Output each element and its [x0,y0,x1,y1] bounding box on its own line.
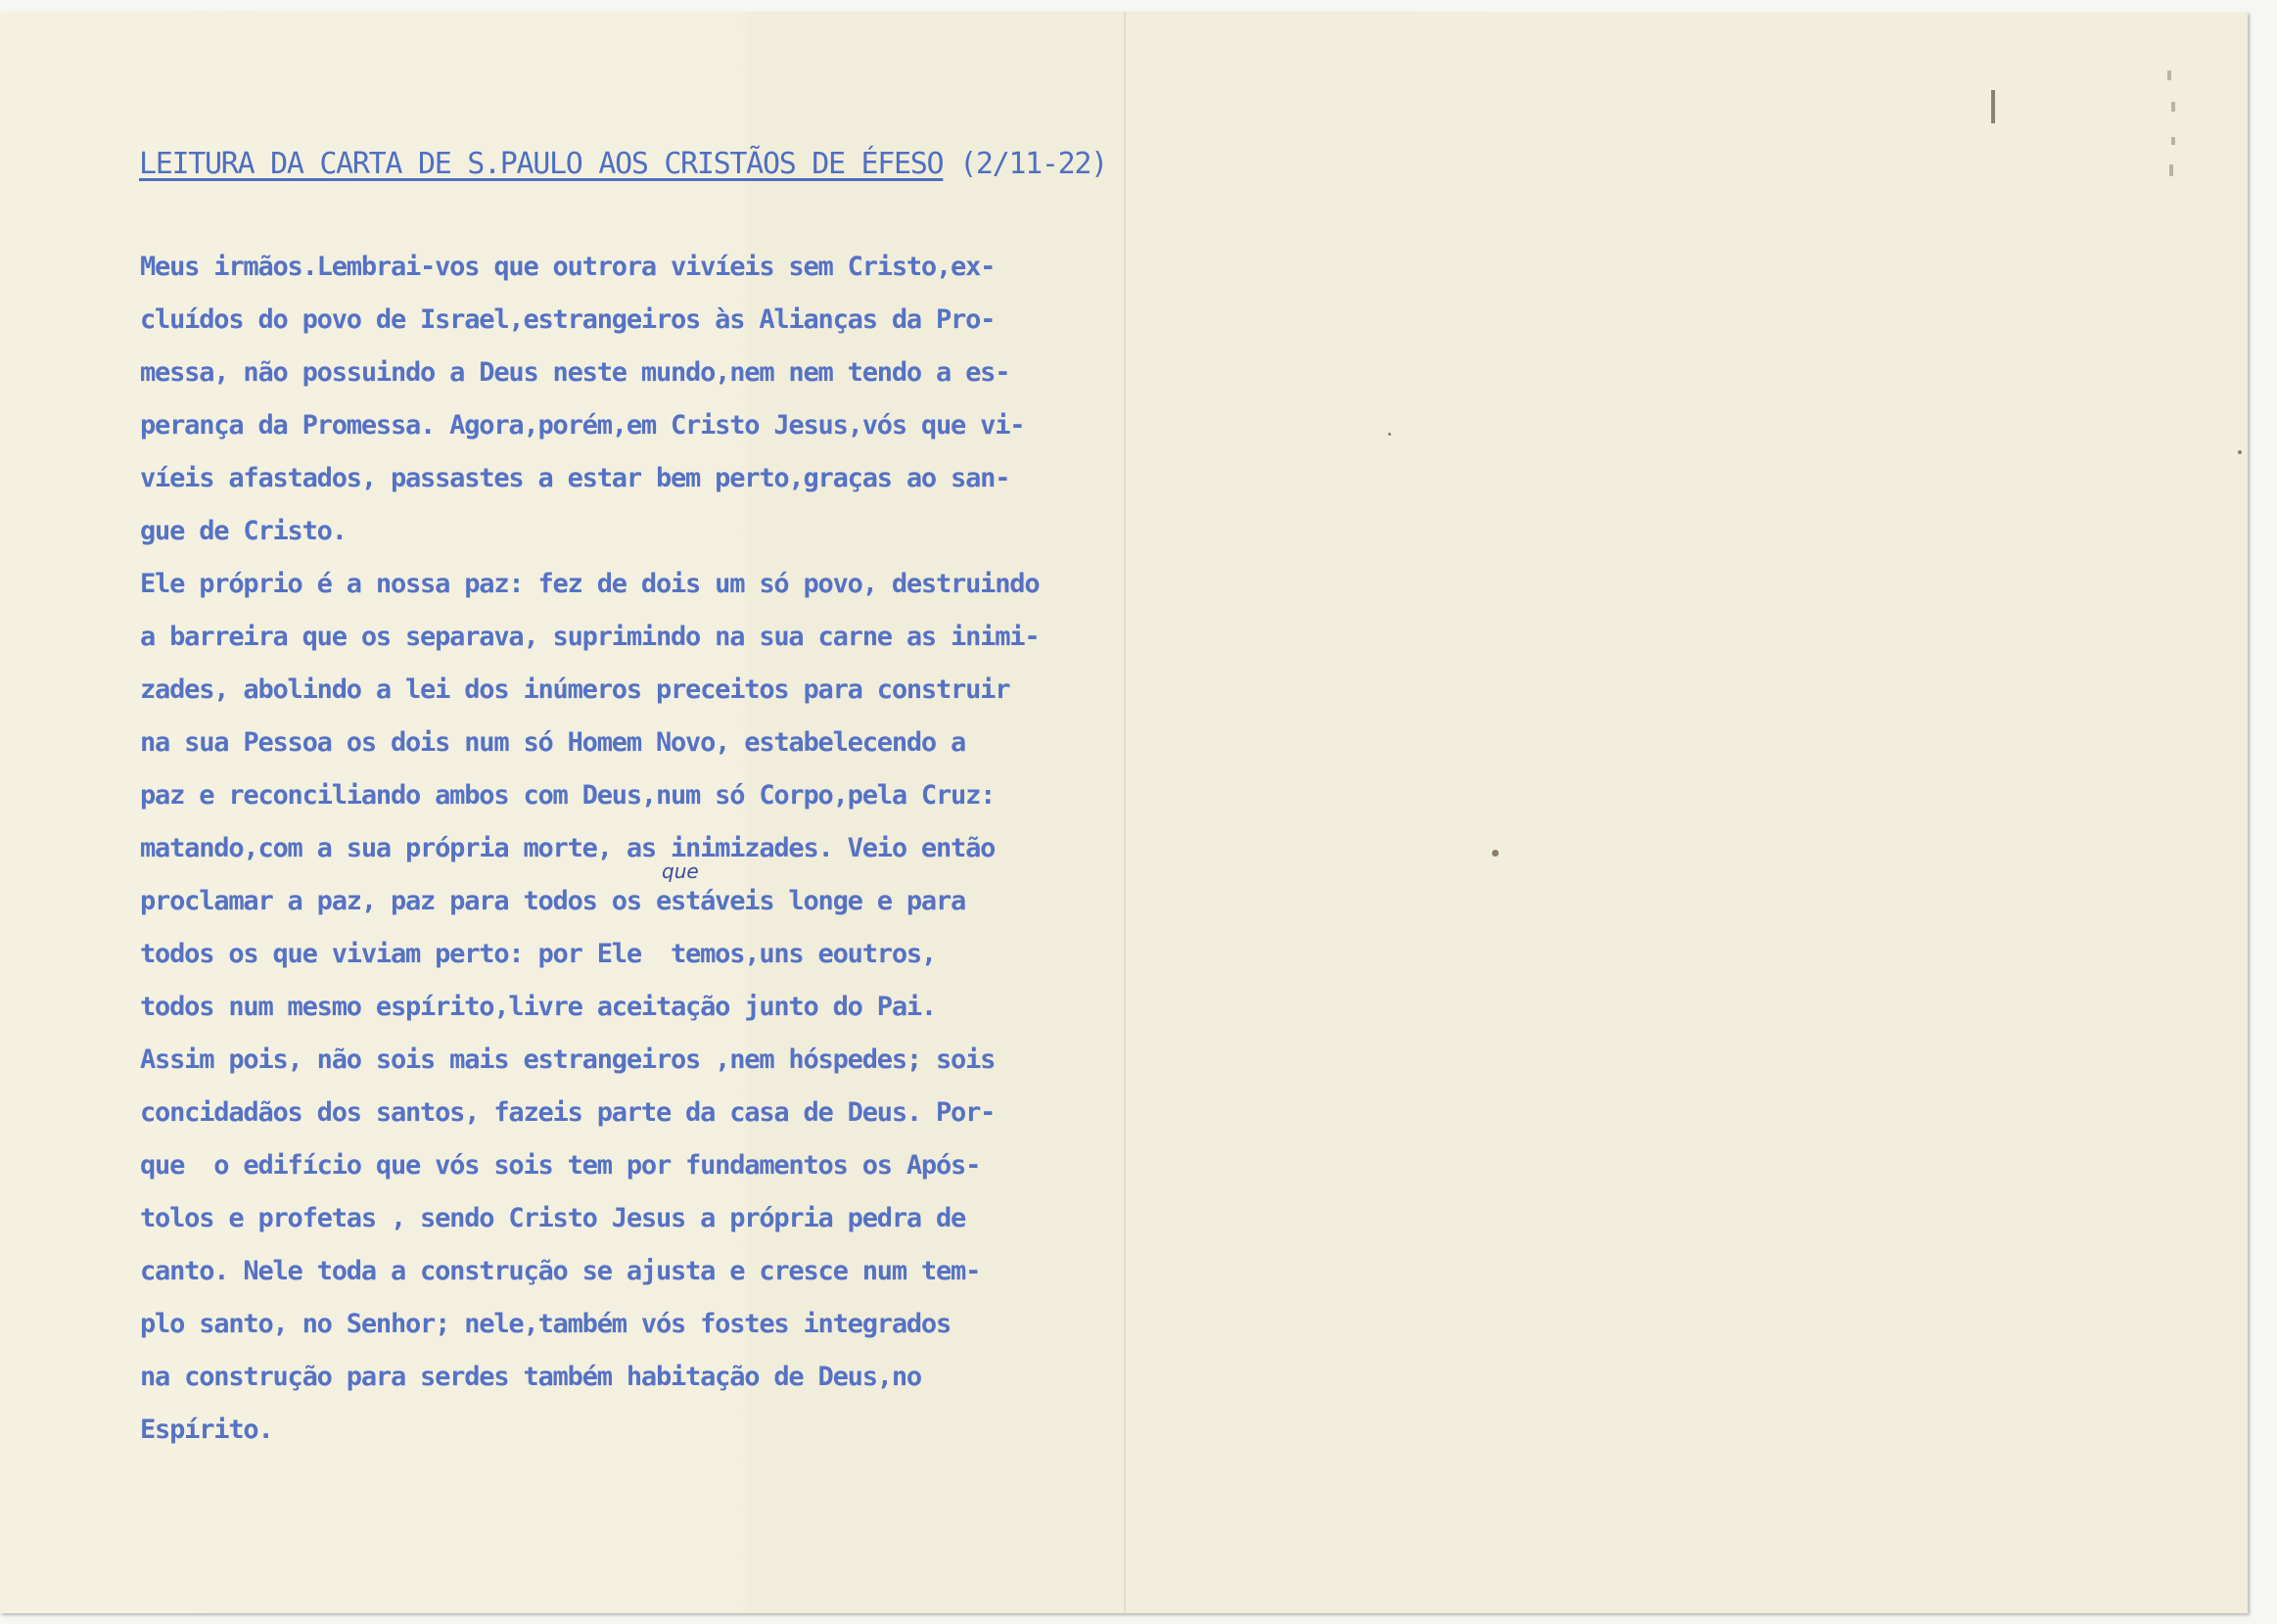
text-line: a barreira que os separava, suprimindo na sua carne as inimi- [140,622,1040,652]
text-line: concidadãos dos santos, fazeis parte da casa de Deus. Por- [140,1097,996,1128]
text-line: gue de Cristo. [140,516,347,546]
text-line: Ele próprio é a nossa paz: fez de dois um só povo, destruindo [140,569,1040,599]
text-line: matando,com a sua própria morte, as inimizades. Veio então [140,833,996,863]
reading-title-reference: (2/11-22) [943,147,1107,181]
staple-mark [1991,90,1995,123]
reading-title [139,147,1107,181]
text-line: paz e reconciliando ambos com Deus,num só Corpo,pela Cruz: [140,780,996,811]
text-line: todos os que viviam perto: por Ele temos,uns eoutros, [140,939,936,969]
text-line: Assim pois, não sois mais estrangeiros ,nem hóspedes; sois [140,1044,996,1075]
text-line: todos num mesmo espírito,livre aceitação junto do Pai. [140,992,936,1022]
text-line: tolos e profetas , sendo Cristo Jesus a própria pedra de [140,1203,966,1233]
staple-mark [2167,70,2171,80]
text-line: na sua Pessoa os dois num só Homem Novo, estabelecendo a [140,727,966,758]
paper-sheet [0,12,2248,1613]
paper-speck [1492,850,1499,857]
text-line: Espírito. [140,1415,273,1445]
text-line: messa, não possuindo a Deus neste mundo,nem nem tendo a es- [140,357,1010,388]
text-line: zades, abolindo a lei dos inúmeros preceitos para construir [140,674,1010,705]
text-line: cluídos do povo de Israel,estrangeiros às Alianças da Pro- [140,304,996,335]
staple-mark [2171,102,2175,112]
text-line: víeis afastados, passastes a estar bem perto,graças ao san- [140,463,1010,493]
text-line: proclamar a paz, paz para todos os estáveis longe e para [140,886,966,916]
reading-text [140,241,1039,1457]
text-line: que o edifício que vós sois tem por fundamentos os Após- [140,1150,981,1181]
handwritten-note: que [662,859,699,883]
text-line: canto. Nele toda a construção se ajusta e cresce num tem- [140,1256,981,1286]
paper-speck [1388,433,1391,436]
text-line: na construção para serdes também habitação de Deus,no [140,1362,921,1392]
paper-fold [1124,12,1126,1613]
reading-title-main: LEITURA DA CARTA DE S.PAULO AOS CRISTÃOS DE ÉFESO [139,147,944,181]
paper-speck [2238,450,2242,454]
staple-mark [2169,164,2173,176]
text-line: Meus irmãos.Lembrai-vos que outrora vivíeis sem Cristo,ex- [140,252,996,282]
text-line: plo santo, no Senhor; nele,também vós fostes integrados [140,1309,952,1339]
text-line: perança da Promessa. Agora,porém,em Cristo Jesus,vós que vi- [140,410,1025,441]
staple-mark [2171,137,2175,145]
